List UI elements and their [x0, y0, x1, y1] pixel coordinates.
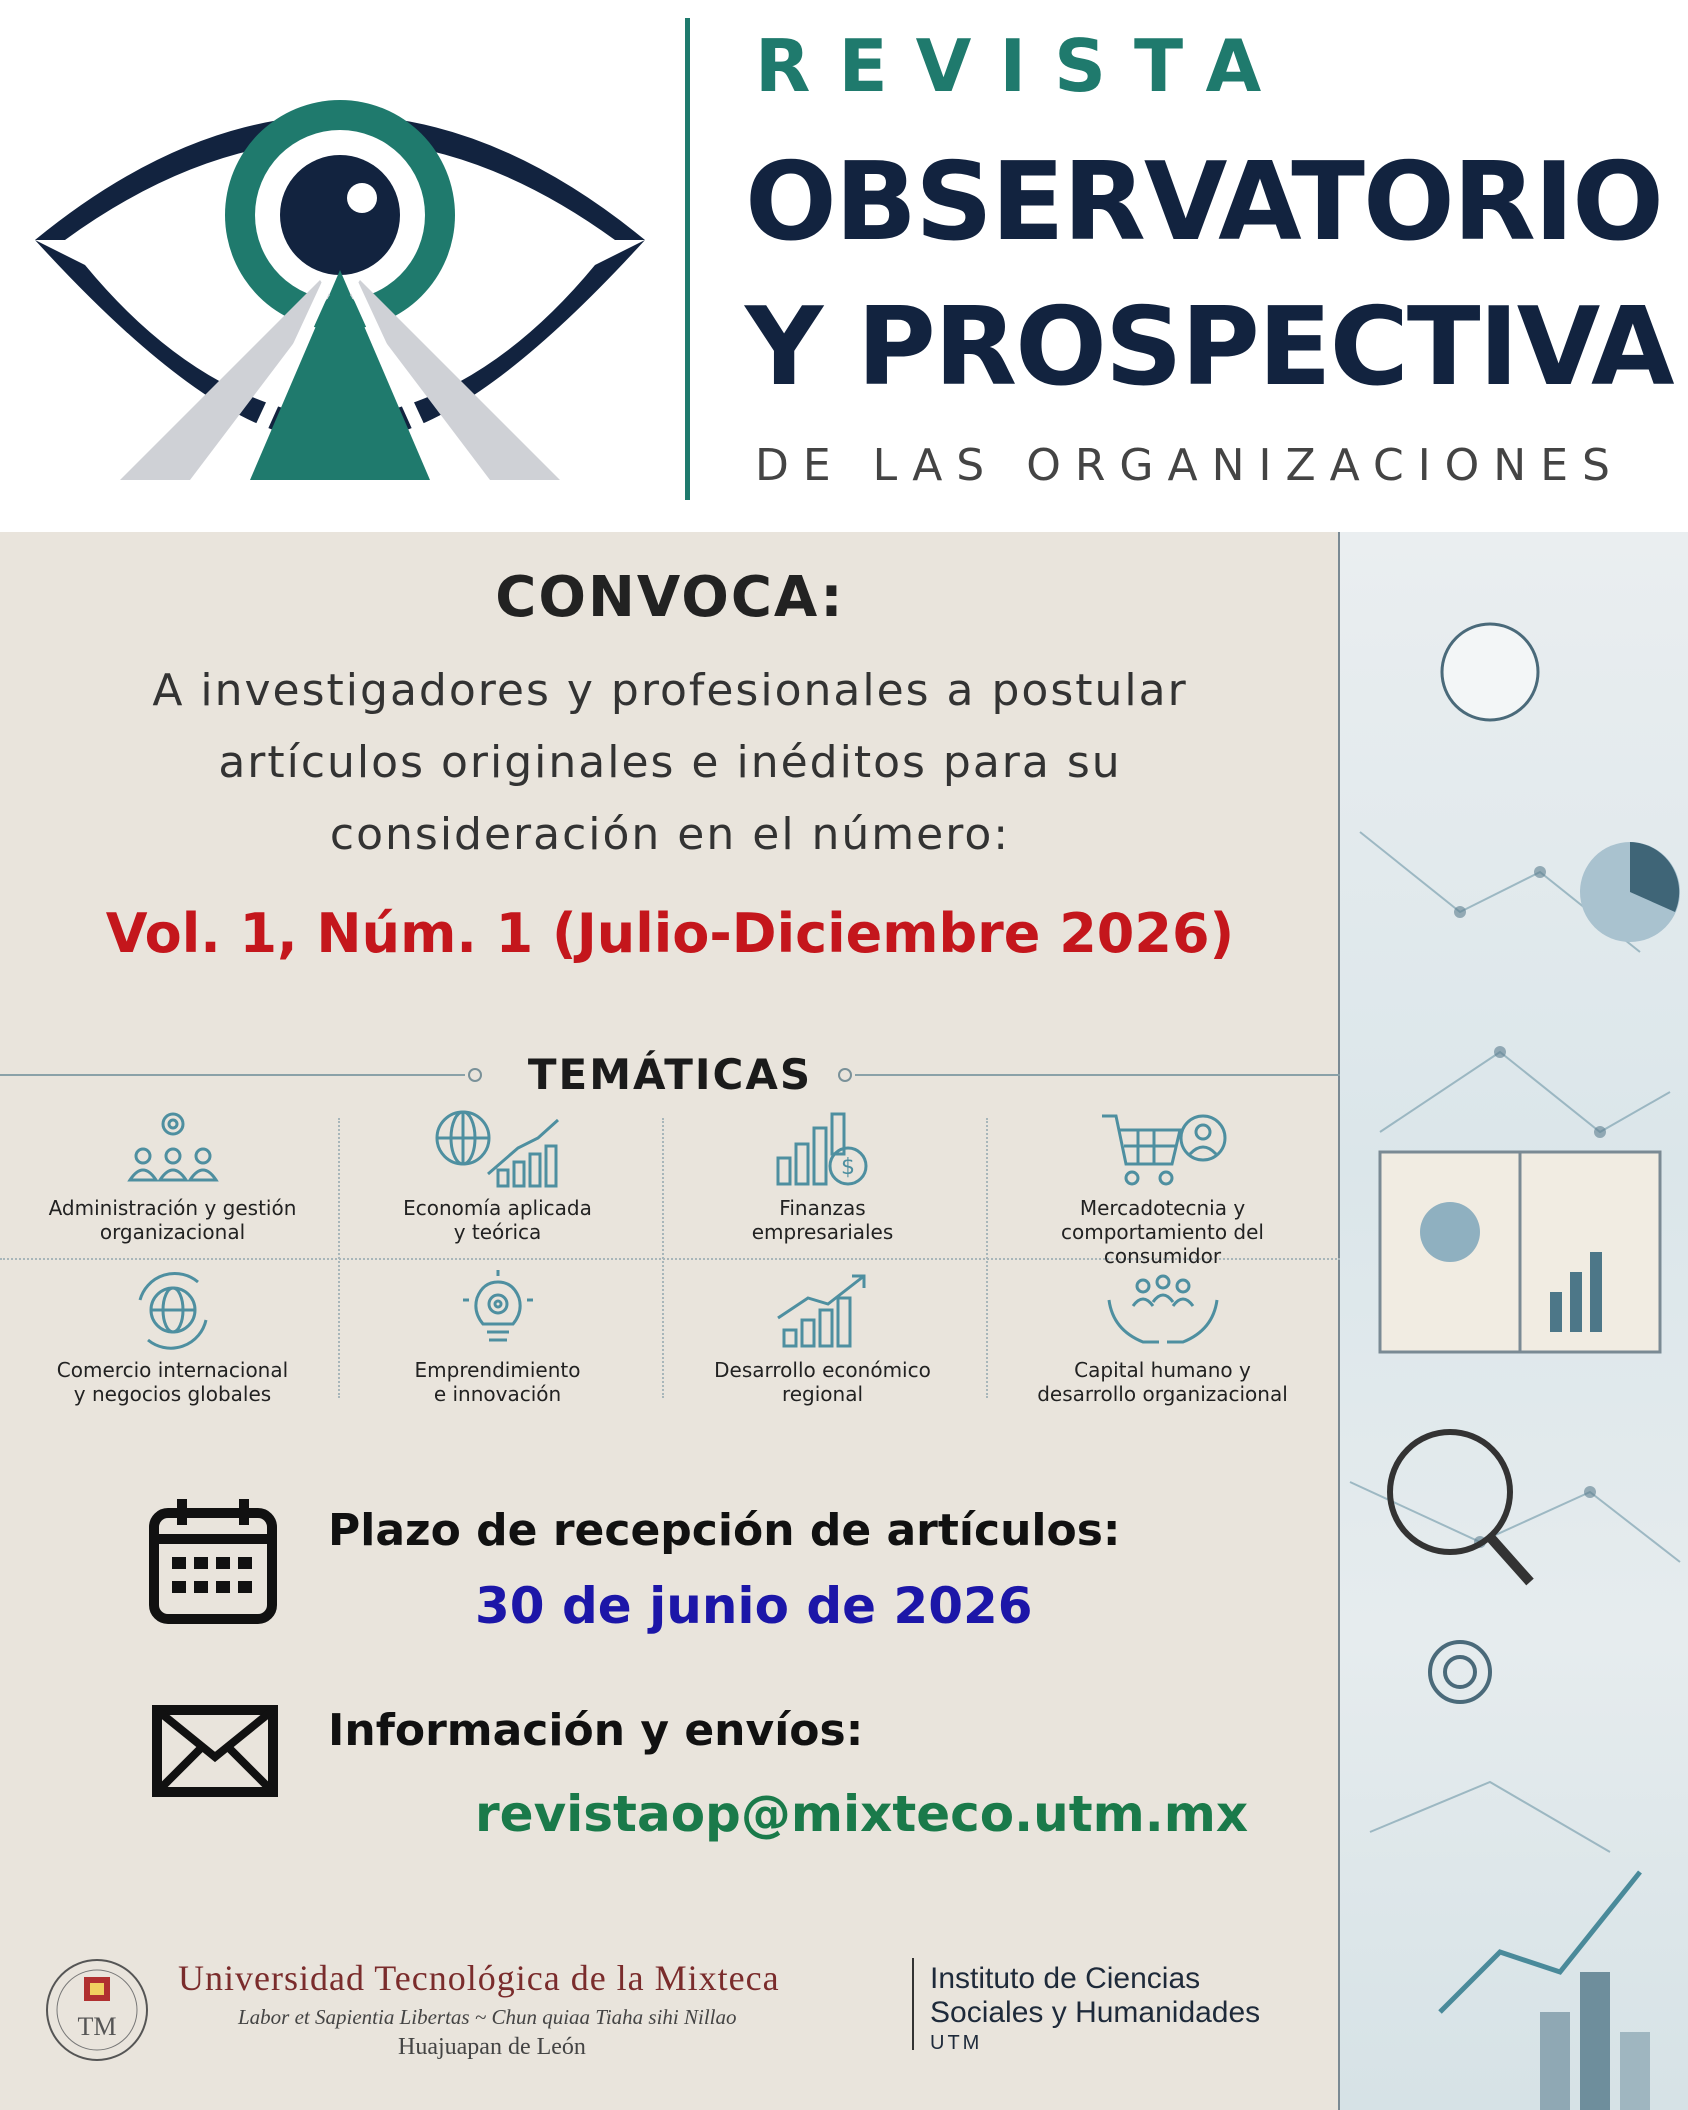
hands-people-icon [1103, 1270, 1223, 1352]
contact-email-link[interactable]: revistaop@mixteco.utm.mx [475, 1785, 1249, 1843]
journal-title-line1: OBSERVATORIO [745, 140, 1662, 265]
topic-item [335, 1270, 660, 1420]
contact-label: Información y envíos: [328, 1705, 864, 1756]
topic-label-line: empresariales [751, 1220, 894, 1244]
decorative-side-illustration [1340, 532, 1688, 2110]
topic-label-line: organizacional [99, 1220, 246, 1244]
topic-item [10, 1108, 335, 1258]
institute-line: Instituto de Ciencias [930, 1962, 1201, 1995]
topic-item [1000, 1270, 1325, 1420]
deadline-label: Plazo de recepción de artículos: [328, 1505, 1121, 1556]
topic-label-line: Capital humano y [1074, 1358, 1251, 1382]
growth-chart-icon [768, 1270, 878, 1352]
globe-arrows-icon [118, 1270, 228, 1352]
university-seal-icon [42, 1955, 152, 2065]
eye-road-logo-icon [30, 50, 650, 490]
topic-label-line: Comercio internacional [56, 1358, 289, 1382]
call-heading: CONVOCA: [495, 565, 845, 630]
svg-text:$: $ [840, 1155, 855, 1180]
topic-label-line: y negocios globales [73, 1382, 272, 1406]
svg-text:TM: TM [77, 2012, 117, 2041]
calendar-icon [148, 1495, 278, 1625]
topic-label-line: Mercadotecnia y [1079, 1196, 1246, 1220]
globe-chart-icon [428, 1108, 568, 1190]
topic-label-line: Finanzas [779, 1196, 866, 1220]
university-motto: Labor et Sapientia Libertas ~ Chun quiaa Tiaha sihi Nillao [238, 2005, 737, 2029]
lightbulb-gear-icon [443, 1270, 553, 1352]
bar-dollar-icon [768, 1108, 878, 1190]
topic-label-line: y teórica [453, 1220, 542, 1244]
call-intro [0, 655, 1340, 871]
university-name: Universidad Tecnológica de la Mixteca [178, 1958, 780, 1998]
topic-item [660, 1270, 985, 1420]
intro-line: A investigadores y profesionales a postular [152, 665, 1188, 716]
topics-rule-right [855, 1074, 1340, 1076]
topic-label-line: desarrollo organizacional [1037, 1382, 1288, 1406]
topic-label-line: e innovación [433, 1382, 562, 1406]
topic-label-line: Economía aplicada [403, 1196, 592, 1220]
topic-label-line: Administración y gestión [48, 1196, 297, 1220]
cart-person-icon [1098, 1108, 1228, 1190]
envelope-icon [152, 1705, 278, 1797]
topic-label-line: Desarrollo económico [714, 1358, 931, 1382]
topic-item [1000, 1108, 1325, 1268]
topics-header [0, 1050, 1340, 1100]
gear-people-icon [118, 1108, 228, 1190]
topic-label-line: regional [781, 1382, 864, 1406]
intro-line: consideración en el número: [329, 809, 1011, 860]
topic-label-line: comportamiento del consumidor [1061, 1220, 1264, 1268]
journal-subtitle: DE LAS ORGANIZACIONES [755, 440, 1624, 491]
journal-header [0, 0, 1688, 532]
intro-line: artículos originales e inéditos para su [218, 737, 1122, 788]
journal-kicker: REVISTA [755, 24, 1290, 108]
footer-divider [912, 1958, 914, 2050]
issue-number: Vol. 1, Núm. 1 (Julio-Diciembre 2026) [105, 902, 1235, 965]
header-divider [685, 18, 690, 500]
university-city: Huajuapan de León [398, 2034, 586, 2060]
institute-abbr: UTM [930, 2032, 983, 2054]
topic-label-line: Emprendimiento [414, 1358, 581, 1382]
topics-grid [0, 1108, 1340, 1408]
institute-name [930, 1962, 1260, 2030]
topics-title: TEMÁTICAS [527, 1050, 813, 1099]
topic-item [660, 1108, 985, 1258]
deadline-date: 30 de junio de 2026 [475, 1577, 1033, 1635]
topic-item [335, 1108, 660, 1258]
institute-line: Sociales y Humanidades [930, 1996, 1261, 2029]
topic-item [10, 1270, 335, 1420]
journal-title-line2: Y PROSPECTIVA [745, 285, 1673, 410]
topics-rule-dot [838, 1068, 852, 1082]
